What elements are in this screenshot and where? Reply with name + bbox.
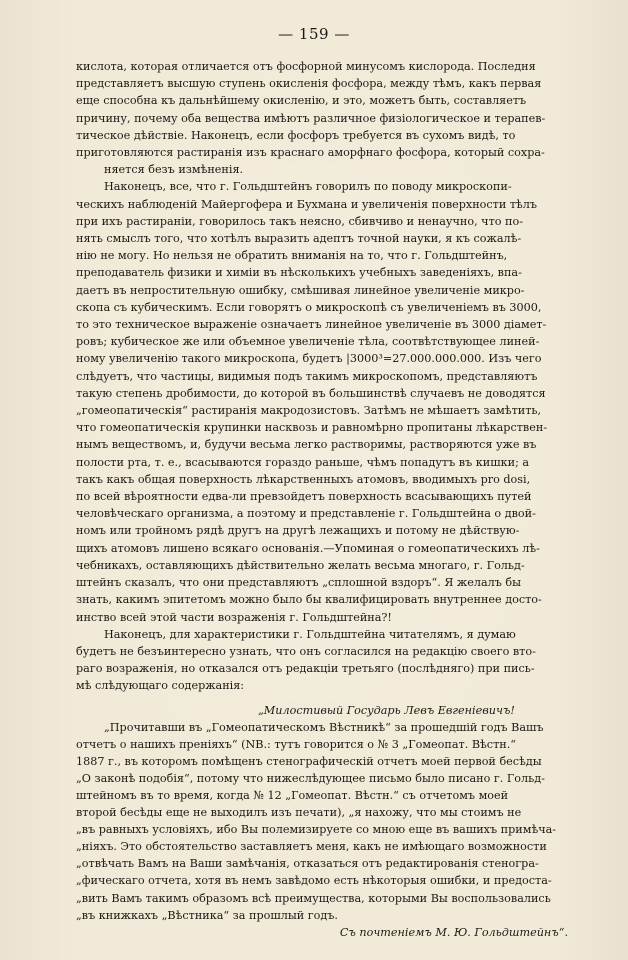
letter-salutation: „Милостивый Государь Левъ Евгеніевичъ! — [258, 703, 515, 717]
text-line: раго возраженія, но отказался отъ редакціи третьяго (послѣдняго) при пись- — [76, 662, 535, 676]
text-line: слѣдуетъ, что частицы, видимыя подъ такимъ микроскопомъ, представляютъ — [76, 369, 538, 383]
letter-line: „отвѣчать Вамъ на Ваши замѣчанія, отказаться отъ редактированія стеногра- — [76, 857, 539, 871]
text-line: человѣческаго организма, а поэтому и представленіе г. Гольдштейна о двой- — [76, 507, 536, 521]
letter-line: „Прочитавши въ „Гомеопатическомъ Вѣстникѣ“ за прошедшій годъ Вашъ — [104, 720, 544, 734]
letter-line: „О законѣ подобія“, потому что нижеслѣдующее письмо было писано г. Гольд- — [76, 771, 545, 785]
text-line: что гомеопатическія крупинки насквозь и равномѣрно пропитаны лѣкарствен- — [76, 421, 548, 435]
letter-line: отчетъ о нашихъ преніяхъ“ (NB.: тутъ говорится о № 3 „Гомеопат. Вѣстн.“ — [76, 737, 516, 751]
text-line: Наконецъ, для характеристики г. Гольдштейна читателямъ, я думаю — [104, 627, 516, 641]
text-line: преподаватель физики и химіи въ нѣсколькихъ учебныхъ заведеніяхъ, впа- — [76, 266, 522, 280]
text-line: приготовляются растиранія изъ краснаго аморфнаго фосфора, который сохра- — [76, 146, 545, 160]
text-line: нымъ веществомъ, и, будучи весьма легко растворимы, растворяются уже въ — [76, 438, 537, 452]
text-line: скопа съ кубическимъ. Если говорятъ о микроскопѣ съ увеличеніемъ въ 3000, — [76, 300, 542, 314]
text-line: няется безъ измѣненія. — [104, 163, 244, 177]
letter-signature: Съ почтеніемъ М. Ю. Гольдштейнъ“. — [339, 925, 568, 939]
text-line: знать, какимъ эпитетомъ можно было бы квалифицировать внутреннее досто- — [76, 593, 542, 607]
text-line: щихъ атомовъ лишено всякаго основанія.—Упоминая о гомеопатическихъ лѣ- — [76, 541, 540, 555]
text-line: полости рта, т. е., всасываются гораздо раньше, чѣмъ попадутъ въ кишки; а — [76, 455, 530, 469]
letter-line: „въ книжкахъ „Вѣстника“ за прошлый годъ. — [76, 908, 338, 922]
text-line: причину, почему оба вещества имѣютъ различное физіологическое и терапев- — [76, 111, 546, 125]
quoted-letter — [76, 702, 590, 941]
document-body — [76, 58, 590, 941]
text-line: представляетъ высшую ступень окисленія фосфора, между тѣмъ, какъ первая — [76, 77, 542, 91]
text-line: нять смыслъ того, что хотѣлъ выразить адептъ точной науки, я къ сожалѣ- — [76, 232, 522, 246]
text-line: даетъ въ непростительную ошибку, смѣшивая линейное увеличеніе микро- — [76, 283, 525, 297]
text-line: штейнъ сказалъ, что они представляютъ „сплошной вздоръ“. Я желалъ бы — [76, 576, 522, 590]
paragraph-2 — [76, 178, 590, 625]
text-line: то это техническое выраженіе означаетъ линейное увеличеніе въ 3000 діамет- — [76, 318, 547, 332]
text-line: ному увеличенію такого микроскопа, будетъ |3000³=27.000.000.000. Изъ чего — [76, 352, 542, 366]
letter-line: „въ равныхъ условіяхъ, ибо Вы полемизируете со мною еще въ вашихъ примѣча- — [76, 823, 557, 837]
letter-line: второй бесѣды еще не выходилъ изъ печати), „я нахожу, что мы стоимъ не — [76, 806, 522, 820]
text-line: Наконецъ, все, что г. Гольдштейнъ говорилъ по поводу микроскопи- — [104, 180, 512, 194]
text-line: кислота, которая отличается отъ фосфорной минусомъ кислорода. Последня — [76, 60, 536, 73]
text-line: при ихъ растираніи, говорилось такъ неясно, сбивчиво и ненаучно, что по- — [76, 214, 524, 228]
paragraph-3 — [76, 626, 590, 695]
letter-line: „вить Вамъ такимъ образомъ всѣ преимущества, которыми Вы воспользовались — [76, 891, 551, 905]
letter-line: 1887 г., въ которомъ помѣщенъ стенографическій отчетъ моей первой бесѣды — [76, 754, 542, 768]
text-line: „гомеопатическія“ растиранія макродозистовъ. Затѣмъ не мѣшаетъ замѣтить, — [76, 404, 542, 418]
text-line: номъ или тройномъ рядѣ другъ на другѣ лежащихъ и потому не дѣйствую- — [76, 524, 520, 538]
text-line: такъ какъ общая поверхность лѣкарственныхъ атомовъ, вводимыхъ pro dosi, — [76, 472, 531, 486]
text-line: нію не могу. Но нельзя не обратить вниманія на то, что г. Гольдштейнъ, — [76, 249, 508, 263]
text-line: такую степень дробимости, до которой въ большинствѣ случаевъ не доводятся — [76, 386, 546, 400]
text-line: инство всей этой части возраженія г. Гольдштейна?! — [76, 610, 392, 624]
text-line: чебникахъ, оставляющихъ дѣйствительно желать весьма многаго, г. Гольд- — [76, 558, 525, 572]
text-line: будетъ не безъинтересно узнать, что онъ согласился на редакцію своего вто- — [76, 644, 536, 658]
paragraph-1 — [76, 58, 590, 178]
text-line: ровъ; кубическое же или объемное увеличеніе тѣла, соотвѣтствующее линей- — [76, 335, 540, 349]
page-number: — 159 — — [278, 25, 350, 43]
letter-line: „фическаго отчета, хотя въ немъ завѣдомо есть нѣкоторыя ошибки, и предоста- — [76, 874, 552, 888]
text-line: ческихъ наблюденій Майергофера и Бухмана и увеличенія поверхности тѣлъ — [76, 197, 538, 211]
text-line: тическое дѣйствіе. Наконецъ, если фосфоръ требуется въ сухомъ видѣ, то — [76, 128, 516, 142]
letter-line: штейномъ въ то время, когда № 12 „Гомеопат. Вѣстн.“ съ отчетомъ моей — [76, 788, 509, 802]
text-line: мѣ слѣдующаго содержанія: — [76, 679, 245, 693]
text-line: по всей вѣроятности едва-ли превзойдетъ поверхность всасывающихъ путей — [76, 490, 532, 504]
letter-line: „ніяхъ. Это обстоятельство заставляетъ меня, какъ не имѣющаго возможности — [76, 840, 547, 854]
text-line: еще способна къ дальнѣйшему окисленію, и это, можетъ быть, составляетъ — [76, 94, 527, 108]
